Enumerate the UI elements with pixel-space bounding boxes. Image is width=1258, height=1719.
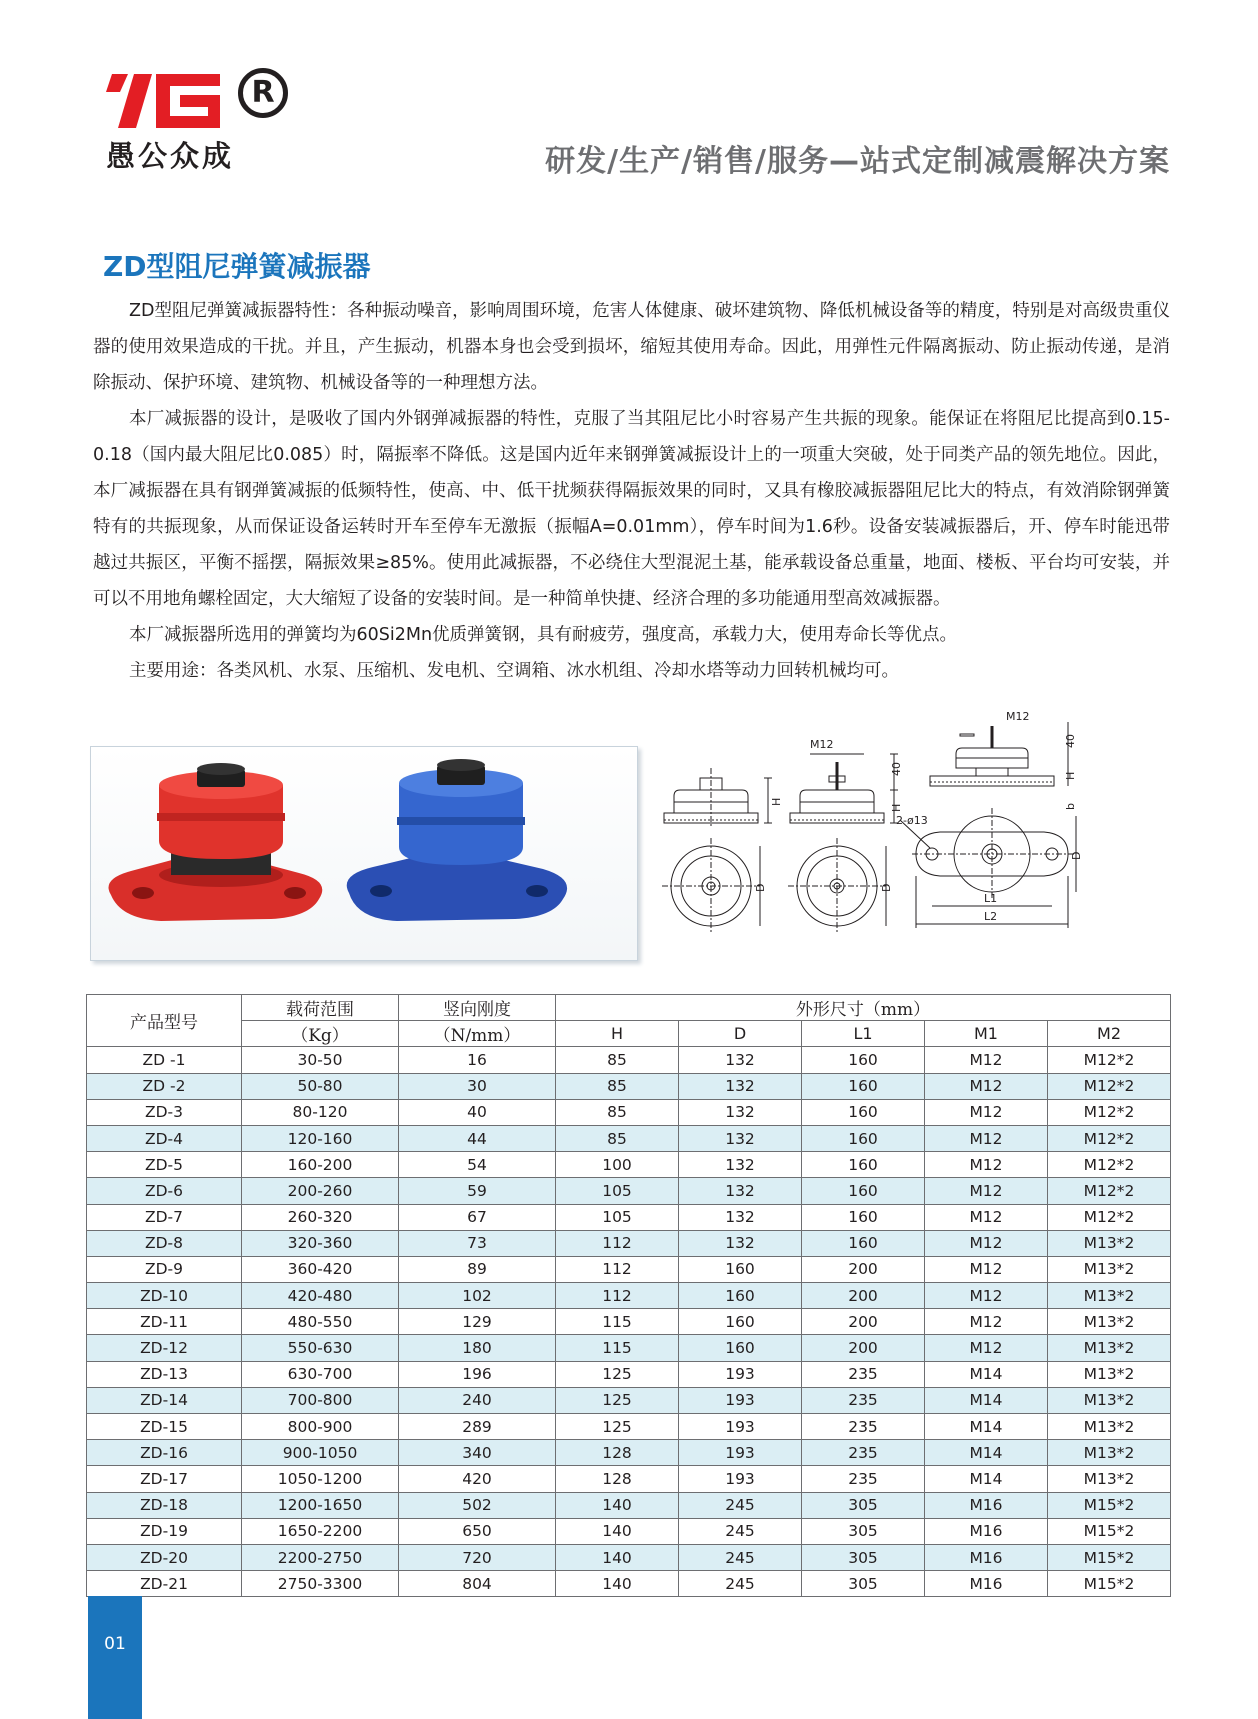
header-stiffness: 竖向刚度 (399, 995, 556, 1021)
table-row (87, 1440, 1171, 1466)
cell-stiffness: 40 (399, 1099, 556, 1125)
cell-m1: M14 (925, 1466, 1048, 1492)
cell-stiffness: 196 (399, 1361, 556, 1387)
cell-d: 132 (679, 1152, 802, 1178)
cell-l1: 200 (802, 1335, 925, 1361)
cell-h: 85 (556, 1099, 679, 1125)
cell-d: 193 (679, 1387, 802, 1413)
cell-m2: M13*2 (1048, 1283, 1171, 1309)
drawing-front-view-1 (662, 768, 783, 934)
cell-m2: M13*2 (1048, 1440, 1171, 1466)
cell-d: 132 (679, 1125, 802, 1151)
cell-d: 132 (679, 1230, 802, 1256)
cell-m1: M16 (925, 1492, 1048, 1518)
cell-l1: 160 (802, 1230, 925, 1256)
table-row (87, 1518, 1171, 1544)
header-m2: M2 (1048, 1021, 1171, 1047)
table-row (87, 1256, 1171, 1282)
header-load: 载荷范围 (242, 995, 399, 1021)
cell-model: ZD-14 (87, 1387, 242, 1413)
cell-stiffness: 420 (399, 1466, 556, 1492)
cell-l1: 235 (802, 1361, 925, 1387)
cell-m1: M12 (925, 1047, 1048, 1073)
cell-stiffness: 59 (399, 1178, 556, 1204)
cell-m2: M12*2 (1048, 1204, 1171, 1230)
cell-model: ZD -1 (87, 1047, 242, 1073)
cell-model: ZD-5 (87, 1152, 242, 1178)
cell-load: 120-160 (242, 1125, 399, 1151)
cell-model: ZD-13 (87, 1361, 242, 1387)
header-dimensions: 外形尺寸（mm） (556, 995, 1171, 1021)
table-row (87, 1152, 1171, 1178)
cell-model: ZD-15 (87, 1414, 242, 1440)
cell-model: ZD-17 (87, 1466, 242, 1492)
m12-label-1: M12 (810, 738, 834, 751)
cell-m1: M12 (925, 1152, 1048, 1178)
cell-m2: M13*2 (1048, 1361, 1171, 1387)
dim-b-label: b (1064, 803, 1077, 810)
dim-d-label-3: D (1070, 851, 1083, 860)
cell-m1: M12 (925, 1230, 1048, 1256)
table-row (87, 1335, 1171, 1361)
cell-m2: M12*2 (1048, 1047, 1171, 1073)
cell-m2: M12*2 (1048, 1099, 1171, 1125)
cell-l1: 305 (802, 1492, 925, 1518)
cell-m1: M12 (925, 1204, 1048, 1230)
cell-stiffness: 44 (399, 1125, 556, 1151)
cell-m1: M14 (925, 1387, 1048, 1413)
spec-table (86, 994, 1171, 1597)
blue-damper-image (347, 759, 567, 921)
cell-l1: 160 (802, 1152, 925, 1178)
table-row (87, 1414, 1171, 1440)
table-row (87, 1283, 1171, 1309)
cell-h: 112 (556, 1230, 679, 1256)
cell-l1: 160 (802, 1125, 925, 1151)
cell-h: 85 (556, 1073, 679, 1099)
cell-model: ZD-6 (87, 1178, 242, 1204)
page-number-bar (88, 1596, 142, 1719)
cell-model: ZD-16 (87, 1440, 242, 1466)
cell-model: ZD-12 (87, 1335, 242, 1361)
logo-mark-icon (106, 74, 224, 128)
cell-m1: M16 (925, 1571, 1048, 1597)
cell-h: 140 (556, 1492, 679, 1518)
cell-h: 128 (556, 1466, 679, 1492)
cell-load: 30-50 (242, 1047, 399, 1073)
company-name: 愚公众成 (106, 139, 235, 173)
cell-m2: M15*2 (1048, 1518, 1171, 1544)
cell-load: 630-700 (242, 1361, 399, 1387)
cell-m1: M12 (925, 1178, 1048, 1204)
paragraph-material: 本厂减振器所选用的弹簧均为60Si2Mn优质弹簧钢，具有耐疲劳，强度高，承载力大，使用寿命长等优点。 (129, 625, 958, 645)
cell-m2: M12*2 (1048, 1125, 1171, 1151)
cell-load: 2750-3300 (242, 1571, 399, 1597)
cell-m1: M12 (925, 1125, 1048, 1151)
cell-stiffness: 67 (399, 1204, 556, 1230)
l1-label: L1 (984, 892, 998, 905)
cell-load: 260-320 (242, 1204, 399, 1230)
cell-h: 125 (556, 1387, 679, 1413)
table-row (87, 1387, 1171, 1413)
cell-m2: M13*2 (1048, 1387, 1171, 1413)
cell-d: 160 (679, 1309, 802, 1335)
cell-m2: M15*2 (1048, 1544, 1171, 1570)
cell-load: 480-550 (242, 1309, 399, 1335)
cell-m1: M12 (925, 1283, 1048, 1309)
cell-d: 245 (679, 1544, 802, 1570)
cell-load: 900-1050 (242, 1440, 399, 1466)
cell-m2: M13*2 (1048, 1256, 1171, 1282)
cell-stiffness: 650 (399, 1518, 556, 1544)
m12-label-2: M12 (1006, 710, 1030, 723)
cell-l1: 160 (802, 1073, 925, 1099)
cell-d: 160 (679, 1283, 802, 1309)
cell-load: 50-80 (242, 1073, 399, 1099)
cell-load: 700-800 (242, 1387, 399, 1413)
cell-m1: M16 (925, 1518, 1048, 1544)
l2-label: L2 (984, 910, 998, 923)
dim-h-label-3: H (1064, 771, 1077, 780)
cell-l1: 200 (802, 1283, 925, 1309)
cell-l1: 160 (802, 1099, 925, 1125)
cell-d: 193 (679, 1440, 802, 1466)
cell-l1: 305 (802, 1544, 925, 1570)
product-photo (90, 746, 638, 961)
cell-stiffness: 289 (399, 1414, 556, 1440)
header-h: H (556, 1021, 679, 1047)
dim-d-label-1: D (754, 883, 767, 892)
technical-drawings (650, 710, 1178, 978)
cell-m2: M13*2 (1048, 1466, 1171, 1492)
cell-d: 160 (679, 1335, 802, 1361)
header-m1: M1 (925, 1021, 1048, 1047)
cell-m1: M14 (925, 1440, 1048, 1466)
cell-model: ZD-9 (87, 1256, 242, 1282)
cell-h: 112 (556, 1256, 679, 1282)
cell-load: 1650-2200 (242, 1518, 399, 1544)
cell-load: 360-420 (242, 1256, 399, 1282)
cell-m1: M12 (925, 1073, 1048, 1099)
cell-load: 160-200 (242, 1152, 399, 1178)
cell-model: ZD-7 (87, 1204, 242, 1230)
cell-model: ZD-10 (87, 1283, 242, 1309)
cell-l1: 160 (802, 1178, 925, 1204)
cell-l1: 305 (802, 1518, 925, 1544)
cell-m2: M12*2 (1048, 1073, 1171, 1099)
cell-load: 2200-2750 (242, 1544, 399, 1570)
cell-m2: M13*2 (1048, 1414, 1171, 1440)
cell-m1: M12 (925, 1309, 1048, 1335)
cell-load: 420-480 (242, 1283, 399, 1309)
cell-stiffness: 73 (399, 1230, 556, 1256)
cell-h: 140 (556, 1544, 679, 1570)
table-row (87, 1230, 1171, 1256)
cell-m1: M12 (925, 1256, 1048, 1282)
paragraph-design: 本厂减振器的设计，是吸收了国内外钢弹减振器的特性，克服了当其阻尼比小时容易产生共振的现象。能保证在将阻尼比提高到0.15-0.18（国内最大阻尼比0.085）时，隔振率不降低。这是国内近年来钢弹簧减振设计上的一项重大突破，处于同类产品的领先地位。因此，本厂减振器在具有钢弹簧减振的低频特性，使高、中、低干扰频获得隔振效果的同时，又具有橡胶减振器阻尼比大的特点，有效消除钢弹簧特有的共振现象，从而保证设备运转时开车至停车无激振（振幅A=0.01mm），停车时间为1.6秒。设备安装减振器后，开、停车时能迅带越过共振区，平衡不摇摆，隔振效果≥85%。使用此减振器，不必绕住大型混泥土基，能承载设备总重量，地面、楼板、平台均可安装，并可以不用地角螺栓固定，大大缩短了设备的安装时间。是一种简单快捷、经济合理的多功能通用型高效减振器。 (93, 409, 1170, 609)
cell-stiffness: 180 (399, 1335, 556, 1361)
cell-m2: M15*2 (1048, 1571, 1171, 1597)
header-slogan: 研发/生产/销售/服务—站式定制减震解决方案 (545, 144, 1170, 179)
cell-h: 112 (556, 1283, 679, 1309)
table-row (87, 1492, 1171, 1518)
cell-l1: 235 (802, 1414, 925, 1440)
hole-label: 2-ø13 (896, 814, 928, 827)
cell-stiffness: 720 (399, 1544, 556, 1570)
cell-d: 132 (679, 1047, 802, 1073)
cell-model: ZD-3 (87, 1099, 242, 1125)
cell-model: ZD-18 (87, 1492, 242, 1518)
spec-table-body (87, 1047, 1171, 1597)
cell-d: 193 (679, 1414, 802, 1440)
cell-m1: M14 (925, 1414, 1048, 1440)
cell-load: 80-120 (242, 1099, 399, 1125)
table-row (87, 1466, 1171, 1492)
dim-h-label-2: H (890, 803, 903, 812)
cell-m1: M16 (925, 1544, 1048, 1570)
cell-stiffness: 30 (399, 1073, 556, 1099)
cell-model: ZD-21 (87, 1571, 242, 1597)
cell-l1: 200 (802, 1256, 925, 1282)
cell-h: 140 (556, 1518, 679, 1544)
cell-l1: 235 (802, 1466, 925, 1492)
cell-stiffness: 54 (399, 1152, 556, 1178)
drawing-base-view (896, 710, 1083, 928)
cell-l1: 200 (802, 1309, 925, 1335)
header-model: 产品型号 (87, 995, 242, 1047)
cell-m2: M13*2 (1048, 1335, 1171, 1361)
cell-model: ZD-11 (87, 1309, 242, 1335)
cell-stiffness: 89 (399, 1256, 556, 1282)
registered-mark: R (238, 68, 288, 118)
description (93, 293, 1170, 689)
cell-d: 132 (679, 1178, 802, 1204)
cell-d: 132 (679, 1204, 802, 1230)
cell-model: ZD-19 (87, 1518, 242, 1544)
table-row (87, 1099, 1171, 1125)
cell-m2: M13*2 (1048, 1230, 1171, 1256)
cell-model: ZD-20 (87, 1544, 242, 1570)
cell-h: 115 (556, 1335, 679, 1361)
dim-d-label-2: D (880, 883, 893, 892)
page-title: ZD型阻尼弹簧减振器 (103, 250, 371, 283)
header-load-unit: （Kg） (242, 1021, 399, 1047)
cell-h: 128 (556, 1440, 679, 1466)
paragraph-usage: 主要用途：各类风机、水泵、压缩机、发电机、空调箱、冰水机组、冷却水塔等动力回转机械均可。 (129, 661, 899, 681)
cell-d: 160 (679, 1256, 802, 1282)
cell-l1: 160 (802, 1204, 925, 1230)
drawing-front-view-2 (788, 738, 903, 934)
table-row (87, 1047, 1171, 1073)
cell-model: ZD-4 (87, 1125, 242, 1151)
table-row (87, 1204, 1171, 1230)
table-row (87, 1073, 1171, 1099)
cell-h: 125 (556, 1361, 679, 1387)
cell-stiffness: 804 (399, 1571, 556, 1597)
cell-l1: 305 (802, 1571, 925, 1597)
cell-m2: M12*2 (1048, 1152, 1171, 1178)
table-row (87, 1571, 1171, 1597)
red-damper-image (109, 763, 323, 921)
cell-d: 245 (679, 1492, 802, 1518)
cell-model: ZD -2 (87, 1073, 242, 1099)
cell-m2: M13*2 (1048, 1309, 1171, 1335)
cell-d: 245 (679, 1518, 802, 1544)
header-d: D (679, 1021, 802, 1047)
cell-m1: M12 (925, 1335, 1048, 1361)
cell-load: 1050-1200 (242, 1466, 399, 1492)
cell-load: 200-260 (242, 1178, 399, 1204)
cell-d: 132 (679, 1099, 802, 1125)
cell-load: 800-900 (242, 1414, 399, 1440)
cell-m2: M12*2 (1048, 1178, 1171, 1204)
cell-stiffness: 240 (399, 1387, 556, 1413)
cell-stiffness: 16 (399, 1047, 556, 1073)
dim-40-label-2: 40 (1064, 734, 1077, 748)
cell-stiffness: 502 (399, 1492, 556, 1518)
page-number: 01 (104, 1634, 126, 1654)
cell-h: 85 (556, 1047, 679, 1073)
cell-h: 115 (556, 1309, 679, 1335)
table-row (87, 1544, 1171, 1570)
cell-h: 125 (556, 1414, 679, 1440)
cell-load: 1200-1650 (242, 1492, 399, 1518)
cell-l1: 160 (802, 1047, 925, 1073)
company-logo (106, 68, 306, 178)
header-l1: L1 (802, 1021, 925, 1047)
cell-load: 550-630 (242, 1335, 399, 1361)
cell-stiffness: 340 (399, 1440, 556, 1466)
cell-h: 140 (556, 1571, 679, 1597)
table-row (87, 1178, 1171, 1204)
cell-m2: M15*2 (1048, 1492, 1171, 1518)
cell-stiffness: 129 (399, 1309, 556, 1335)
cell-h: 105 (556, 1204, 679, 1230)
cell-h: 85 (556, 1125, 679, 1151)
cell-h: 100 (556, 1152, 679, 1178)
cell-d: 245 (679, 1571, 802, 1597)
cell-load: 320-360 (242, 1230, 399, 1256)
header-stiffness-unit: （N/mm） (399, 1021, 556, 1047)
cell-m1: M12 (925, 1099, 1048, 1125)
cell-d: 132 (679, 1073, 802, 1099)
cell-l1: 235 (802, 1440, 925, 1466)
paragraph-characteristics: ZD型阻尼弹簧减振器特性：各种振动噪音，影响周围环境，危害人体健康、破坏建筑物、降低机械设备等的精度，特别是对高级贵重仪器的使用效果造成的干扰。并且，产生振动，机器本身也会受到损坏，缩短其使用寿命。因此，用弹性元件隔离振动、防止振动传递，是消除振动、保护环境、建筑物、机械设备等的一种理想方法。 (93, 301, 1170, 393)
cell-l1: 235 (802, 1387, 925, 1413)
cell-m1: M14 (925, 1361, 1048, 1387)
cell-d: 193 (679, 1361, 802, 1387)
table-row (87, 1309, 1171, 1335)
cell-model: ZD-8 (87, 1230, 242, 1256)
cell-h: 105 (556, 1178, 679, 1204)
dim-40-label-1: 40 (890, 762, 903, 776)
table-row (87, 1361, 1171, 1387)
dim-h-label-1: H (770, 797, 783, 806)
cell-d: 193 (679, 1466, 802, 1492)
table-row (87, 1125, 1171, 1151)
cell-stiffness: 102 (399, 1283, 556, 1309)
